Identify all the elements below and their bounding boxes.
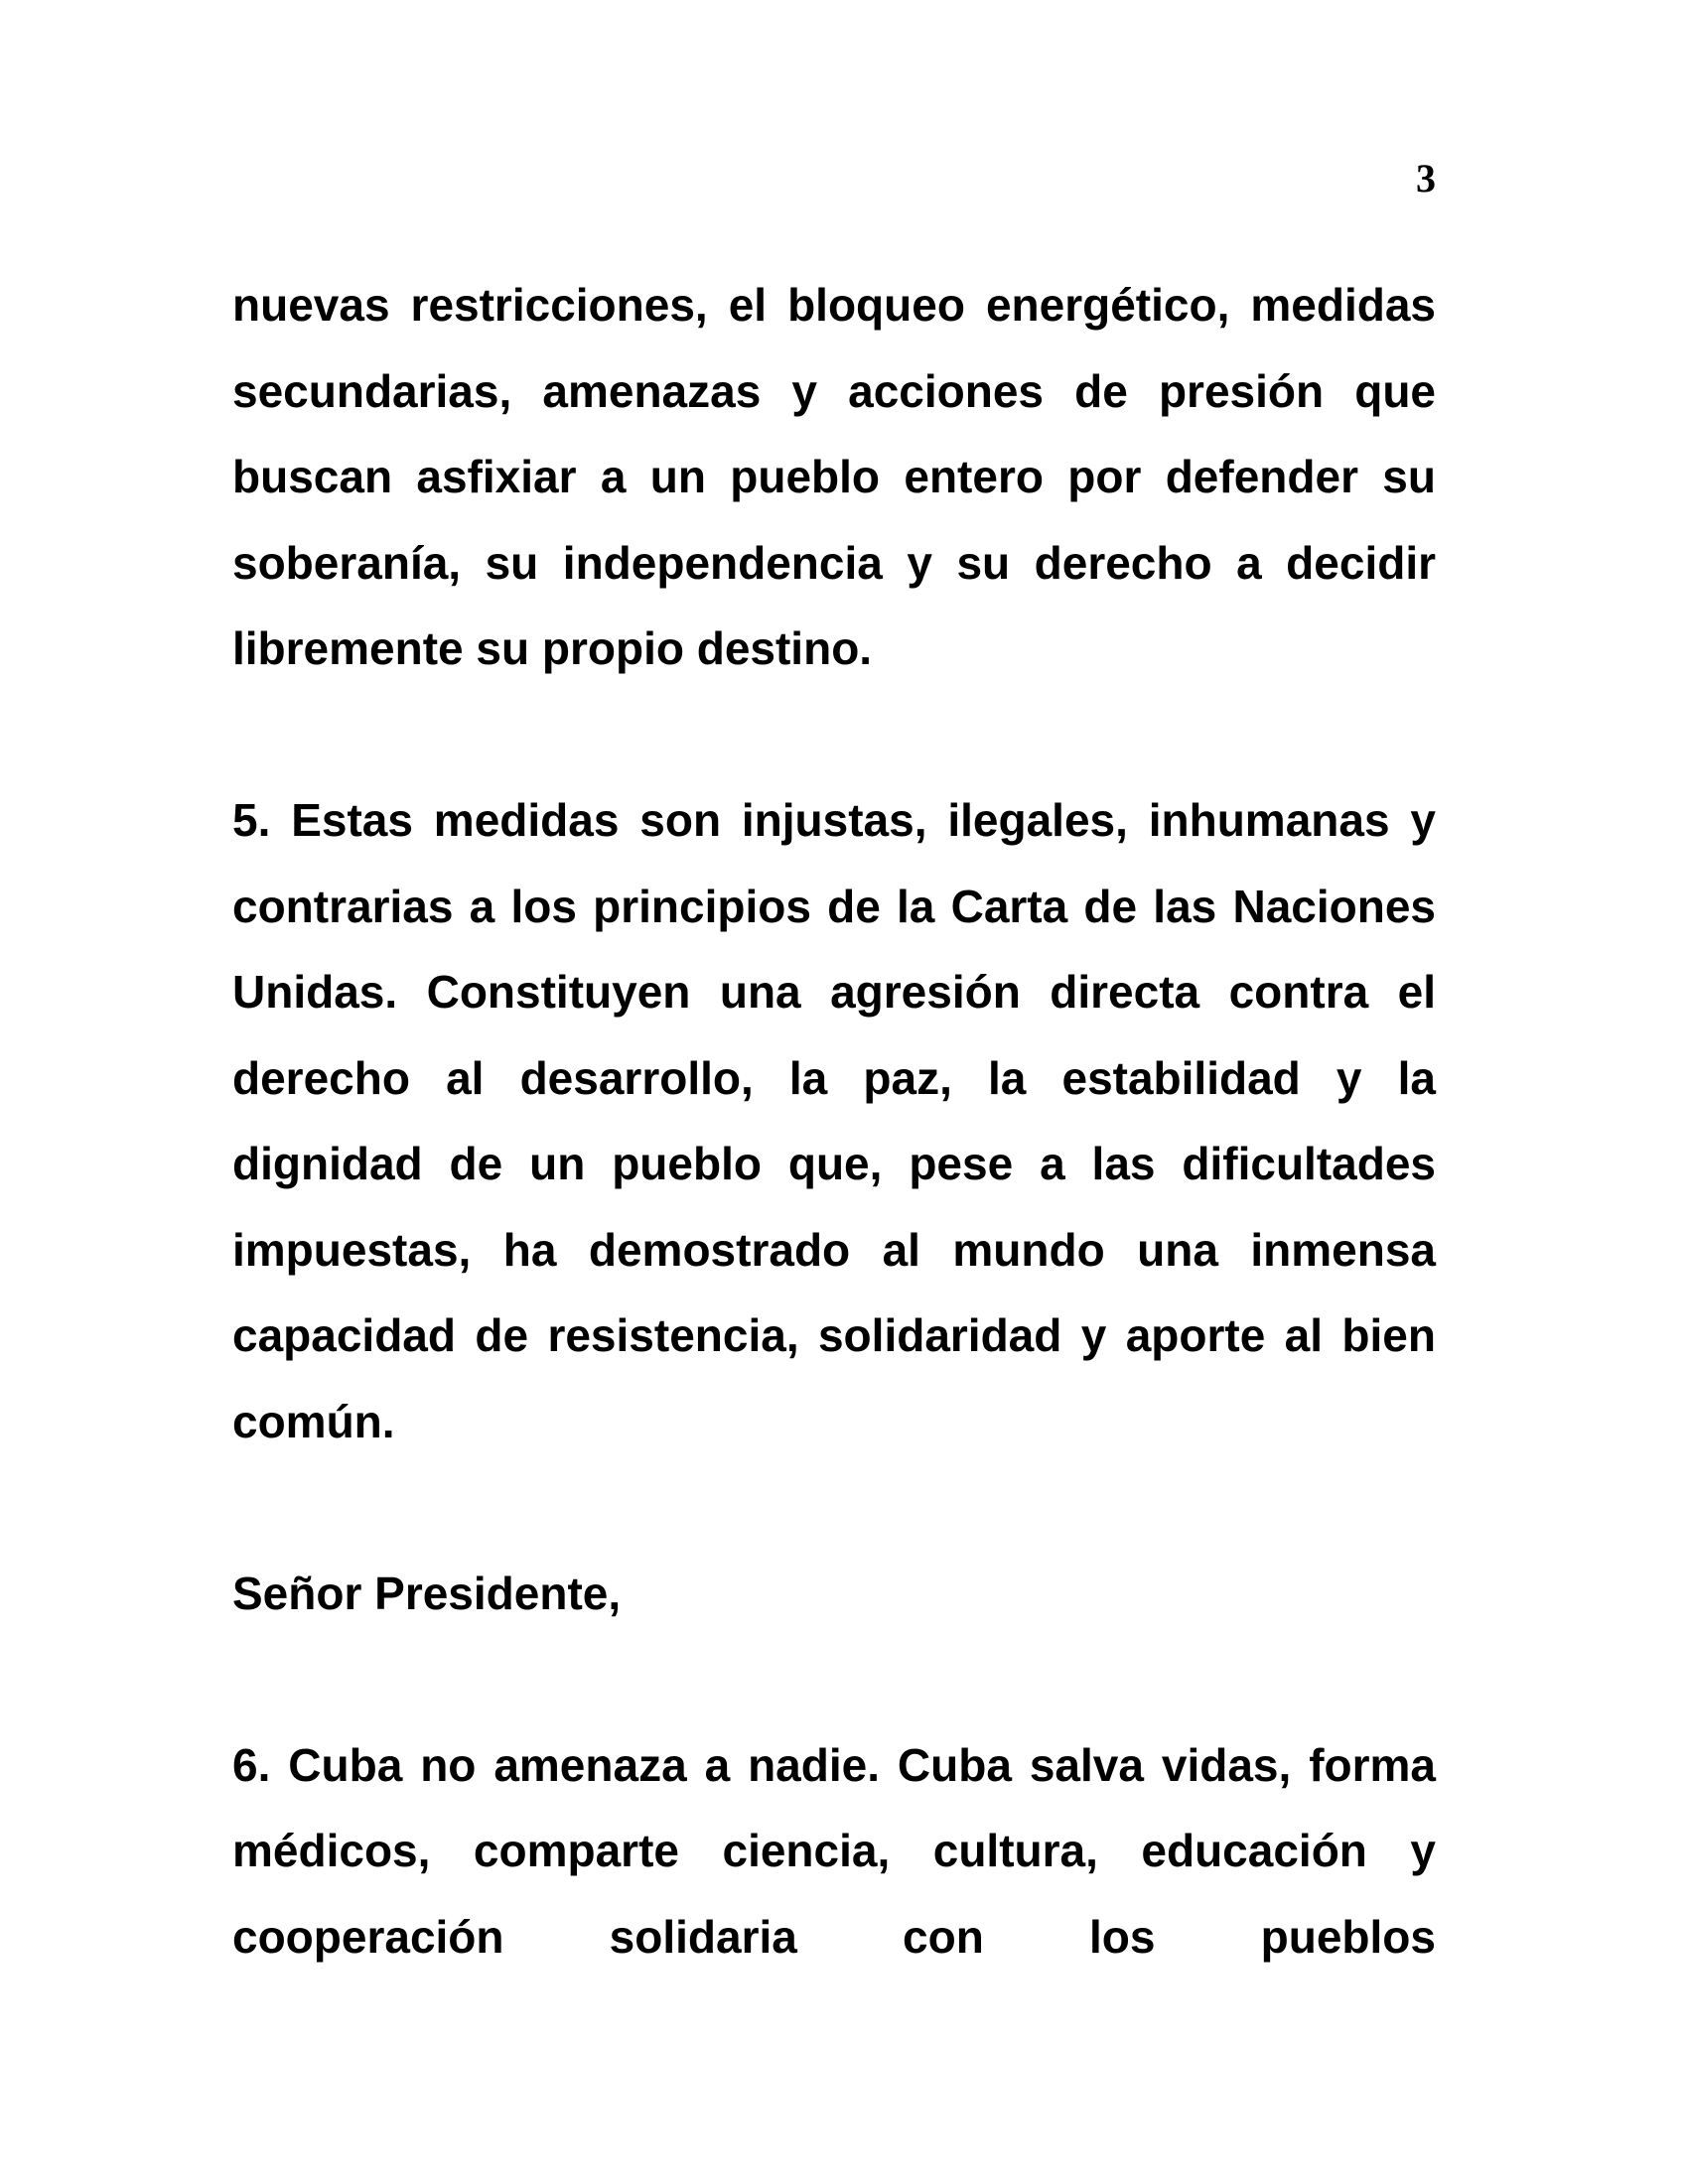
salutation: Señor Presidente, (232, 1567, 622, 1619)
paragraph-6: 6. Cuba no amenaza a nadie. Cuba salva vidas, forma médicos, comparte ciencia, cultura, educación y cooperación solidaria con los pueblos (232, 1738, 1436, 1963)
paragraph-spacer (232, 692, 1436, 778)
paragraph-spacer (232, 1636, 1436, 1722)
paragraph-spacer (232, 1464, 1436, 1551)
paragraph-continuation: nuevas restricciones, el bloqueo energético, medidas secundarias, amenazas y acciones de presión que buscan asfixiar a un pueblo entero por defender su soberanía, su independencia y su derecho a decidir libremente su propio destino. (232, 279, 1436, 674)
document-body (232, 262, 1436, 1979)
page-number: 3 (1416, 156, 1436, 201)
paragraph-5: 5. Estas medidas son injustas, ilegales, inhumanas y contrarias a los principios de la Carta de las Naciones Unidas. Constituyen una agresión directa contra el derecho al desarrollo, la paz, la estabilidad y la dignidad de un pueblo que, pese a las dificultades impuestas, ha demostrado al mundo una inmensa capacidad de resistencia, solidaridad y aporte al bien común. (232, 794, 1436, 1447)
